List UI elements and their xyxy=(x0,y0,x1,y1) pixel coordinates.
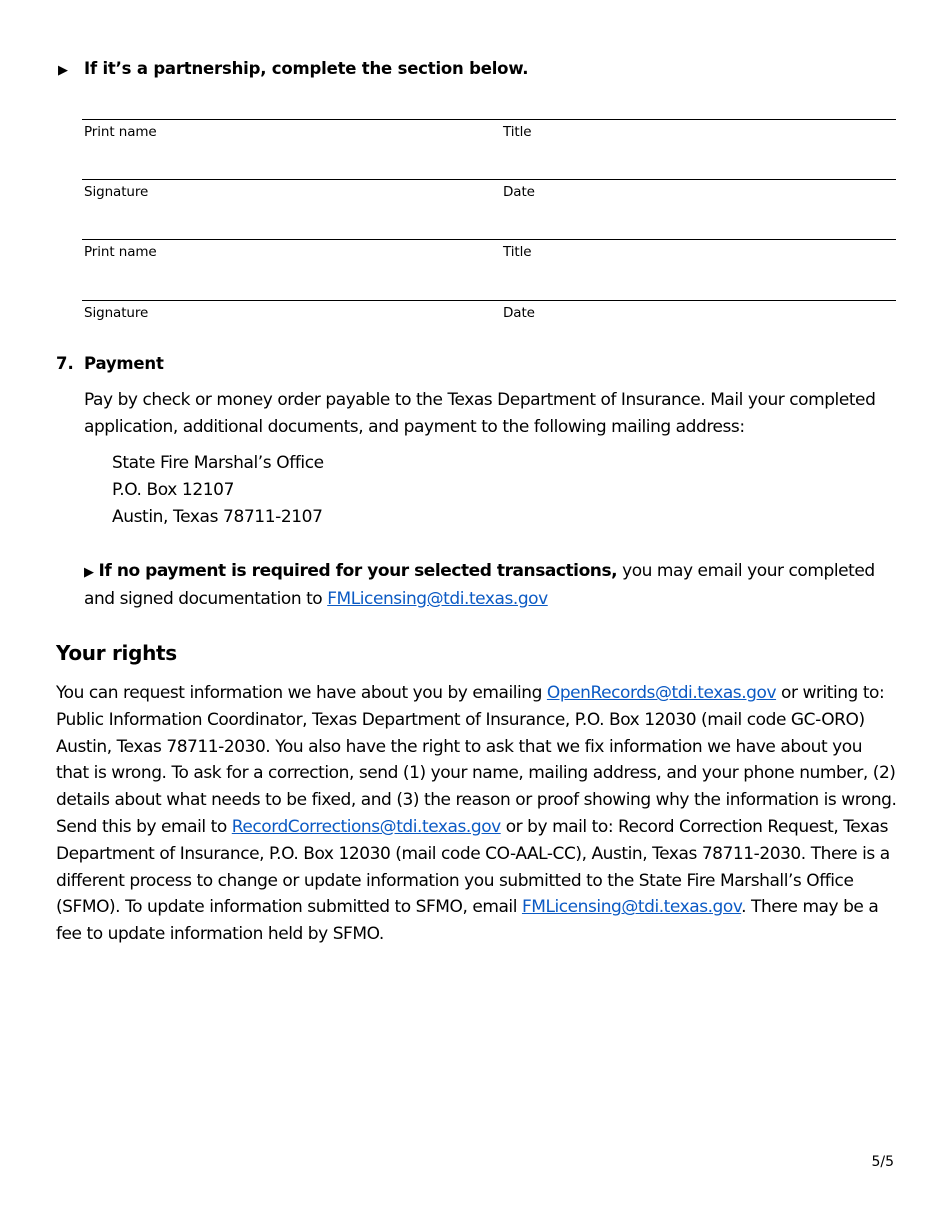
field-line xyxy=(82,239,896,240)
signature-label-2: Signature xyxy=(84,305,149,321)
page-number: 5/5 xyxy=(871,1154,894,1170)
section-number: 7. xyxy=(56,354,74,373)
no-payment-note-bold: If no payment is required for your selected transactions, xyxy=(98,561,618,581)
title-label-2: Title xyxy=(503,244,532,260)
no-payment-note xyxy=(84,558,896,613)
recordcorrections-email-link[interactable]: RecordCorrections@tdi.texas.gov xyxy=(231,816,501,837)
your-rights-heading: Your rights xyxy=(56,641,177,665)
field-line xyxy=(82,179,896,180)
rights-text: or writing to: Public Information Coordinator, Texas Department of Insurance, P.O. Box 12030 (mail code GC-ORO) Austin, Texas 78711-2030. You also have the right to ask that we fix information we have about you that is wrong. To ask for a correction, send (1) your name, mailing address, and your phone number, (2) details about what needs to be fixed, and (3) the reason or proof showing why the information is wrong. Send this by email to xyxy=(56,683,897,837)
signature-label-1: Signature xyxy=(84,184,149,200)
address-line: Austin, Texas 78711-2107 xyxy=(112,507,323,527)
address-line: State Fire Marshal’s Office xyxy=(112,453,324,473)
openrecords-email-link[interactable]: OpenRecords@tdi.texas.gov xyxy=(546,683,777,703)
triangle-right-icon: ▶ xyxy=(58,63,68,78)
no-payment-note-text: you may email your completed and signed documentation to xyxy=(84,561,875,609)
date-label-2: Date xyxy=(503,305,535,321)
your-rights-body xyxy=(56,680,898,948)
date-label-1: Date xyxy=(503,184,535,200)
print-name-label-1: Print name xyxy=(84,124,157,140)
field-line xyxy=(82,119,896,120)
title-label-1: Title xyxy=(503,124,532,140)
fmlicensing-email-link-2[interactable]: FMLicensing@tdi.texas.gov xyxy=(521,897,742,918)
print-name-label-2: Print name xyxy=(84,244,157,260)
partnership-heading-text: If it’s a partnership, complete the section below. xyxy=(84,59,529,78)
fmlicensing-email-link[interactable]: FMLicensing@tdi.texas.gov xyxy=(327,589,548,609)
triangle-right-icon: ▶ xyxy=(84,565,94,580)
rights-text: You can request information we have about you by emailing xyxy=(56,683,547,703)
field-line xyxy=(82,300,896,301)
rights-text: . There may be a fee to update information held by SFMO. xyxy=(56,897,879,945)
section-title: Payment xyxy=(84,354,164,373)
address-line: P.O. Box 12107 xyxy=(112,480,234,500)
payment-instructions: Pay by check or money order payable to the Texas Department of Insurance. Mail your completed application, additional documents, and payment to the following mailing address: xyxy=(84,390,876,437)
rights-text: or by mail to: Record Correction Request, Texas Department of Insurance, P.O. Box 12030 (mail code CO-AAL-CC), Austin, Texas 78711-2030. There is a different process to change or update information you submitted to the State Fire Marshall’s Office (SFMO). To update information submitted to SFMO, email xyxy=(56,816,890,918)
mailing-address xyxy=(112,450,324,531)
partnership-heading xyxy=(58,59,528,78)
